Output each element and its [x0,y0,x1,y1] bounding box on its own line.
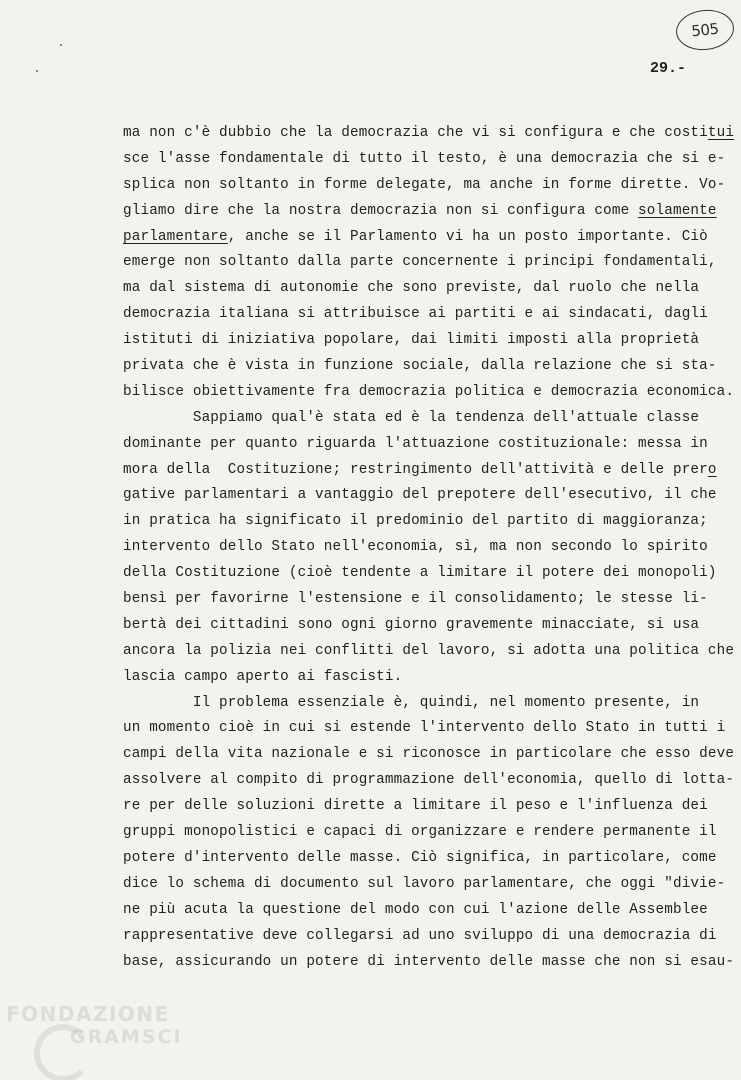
text-line [123,199,718,225]
text-line [123,147,726,173]
text-line [123,898,718,924]
line-text: lascia campo aperto ai fascisti. [123,668,403,685]
line-text: ma dal sistema di autonomie che sono previste, dal ruolo che nella [123,280,700,297]
text-line [123,302,718,328]
text-line [123,173,726,199]
line-text: assolvere al compito di programmazione dell'economia, quello di lotta- [123,772,735,789]
text-line [123,276,718,302]
page-number: 29.- [650,60,687,77]
text-line [123,354,718,380]
underlined-text: parlamentare [123,228,228,245]
line-text: ma non c'è dubbio che la democrazia che vi si configura e che costi [123,125,708,141]
line-text: gruppi monopolistici e capaci di organizzare e rendere permanente il [123,824,717,841]
text-line [123,846,718,872]
line-text: in pratica ha significato il predominio del partito di maggioranza; [123,513,708,530]
paper-speck [36,70,38,72]
watermark-text-line2: GRAMSCI [70,1026,183,1048]
line-text: gative parlamentari a vantaggio del prepotere dell'esecutivo, il che [123,487,717,504]
line-text: potere d'intervento delle masse. Ciò significa, in particolare, come [123,849,717,866]
text-line [123,768,735,794]
text-line [123,716,726,742]
line-text: privata che è vista in funzione sociale, dalla relazione che si sta- [123,358,717,375]
text-line [123,250,718,276]
underlined-text: tui [707,125,735,141]
line-text: emerge non soltanto dalla parte concernente i principi fondamentali, [123,254,717,271]
underlined-text: solamente [638,202,717,219]
watermark-logo [6,996,196,1078]
text-line [123,458,718,484]
line-text: ancora la polizia nei conflitti del lavoro, si adotta una politica che [123,642,735,659]
line-text: bilisce obiettivamente fra democrazia politica e democrazia economica. [123,383,735,400]
text-line [123,406,718,432]
line-text: della Costituzione (cioè tendente a limitare il potere dei monopoli) [123,565,717,582]
text-line [123,639,735,665]
line-text: dice lo schema di documento sul lavoro parlamentare, che oggi "divie- [123,875,726,892]
archive-stamp: 505 [674,7,736,53]
line-text: intervento dello Stato nell'economia, sì, ma non secondo lo spirito [123,539,708,556]
watermark-text-line1: FONDAZIONE [6,1002,170,1026]
text-line [123,509,718,535]
body-text [123,121,735,975]
line-text: Sappiamo qual'è stata ed è la tendenza dell'attuale classe [123,409,700,426]
line-text: Il problema essenziale è, quindi, nel momento presente, in [123,694,700,711]
line-text: re per delle soluzioni dirette a limitare il peso e l'influenza dei [123,798,708,815]
text-line [123,121,735,147]
text-line [123,665,718,691]
line-text: bensì per favorirne l'estensione e il consolidamento; le stesse li- [123,591,708,608]
text-line [123,924,718,950]
underlined-text: o [707,461,717,478]
line-text: gliamo dire che la nostra democrazia non si configura come [123,202,639,219]
line-text: un momento cioè in cui si estende l'intervento dello Stato in tutti i [123,720,726,737]
text-line [123,742,735,768]
text-line [123,587,718,613]
text-line [123,432,718,458]
line-text: campi della vita nazionale e si riconosce in particolare che esso deve [123,746,735,763]
line-text: ne più acuta la questione del modo con cui l'azione delle Assemblee [123,901,708,918]
text-line [123,225,718,251]
text-line [123,328,718,354]
text-line [123,380,735,406]
text-line [123,561,718,587]
line-text: bertà dei cittadini sono ogni giorno gravemente minacciate, si usa [123,616,700,633]
text-line [123,613,718,639]
text-line [123,794,718,820]
line-text: sce l'asse fondamentale di tutto il testo, è una democrazia che si e- [123,150,726,167]
line-text: istituti di iniziativa popolare, dai limiti imposti alla proprietà [123,332,700,349]
text-line [123,691,718,717]
line-text: , anche se il Parlamento vi ha un posto importante. Ciò [227,228,708,245]
text-line [123,483,718,509]
text-line [123,820,718,846]
line-text: base, assicurando un potere di intervento delle masse che non si esau- [123,953,735,970]
line-text: rappresentative deve collegarsi ad uno sviluppo di una democrazia di [123,927,717,944]
text-line [123,535,718,561]
text-line [123,872,726,898]
line-text: mora della Costituzione; restringimento dell'attività e delle prer [123,461,708,478]
line-text: dominante per quanto riguarda l'attuazione costituzionale: messa in [123,435,708,452]
line-text: democrazia italiana si attribuisce ai partiti e ai sindacati, dagli [123,306,708,323]
text-line [123,950,735,976]
paper-speck [60,44,62,46]
line-text: splica non soltanto in forme delegate, ma anche in forme dirette. Vo- [123,176,726,193]
